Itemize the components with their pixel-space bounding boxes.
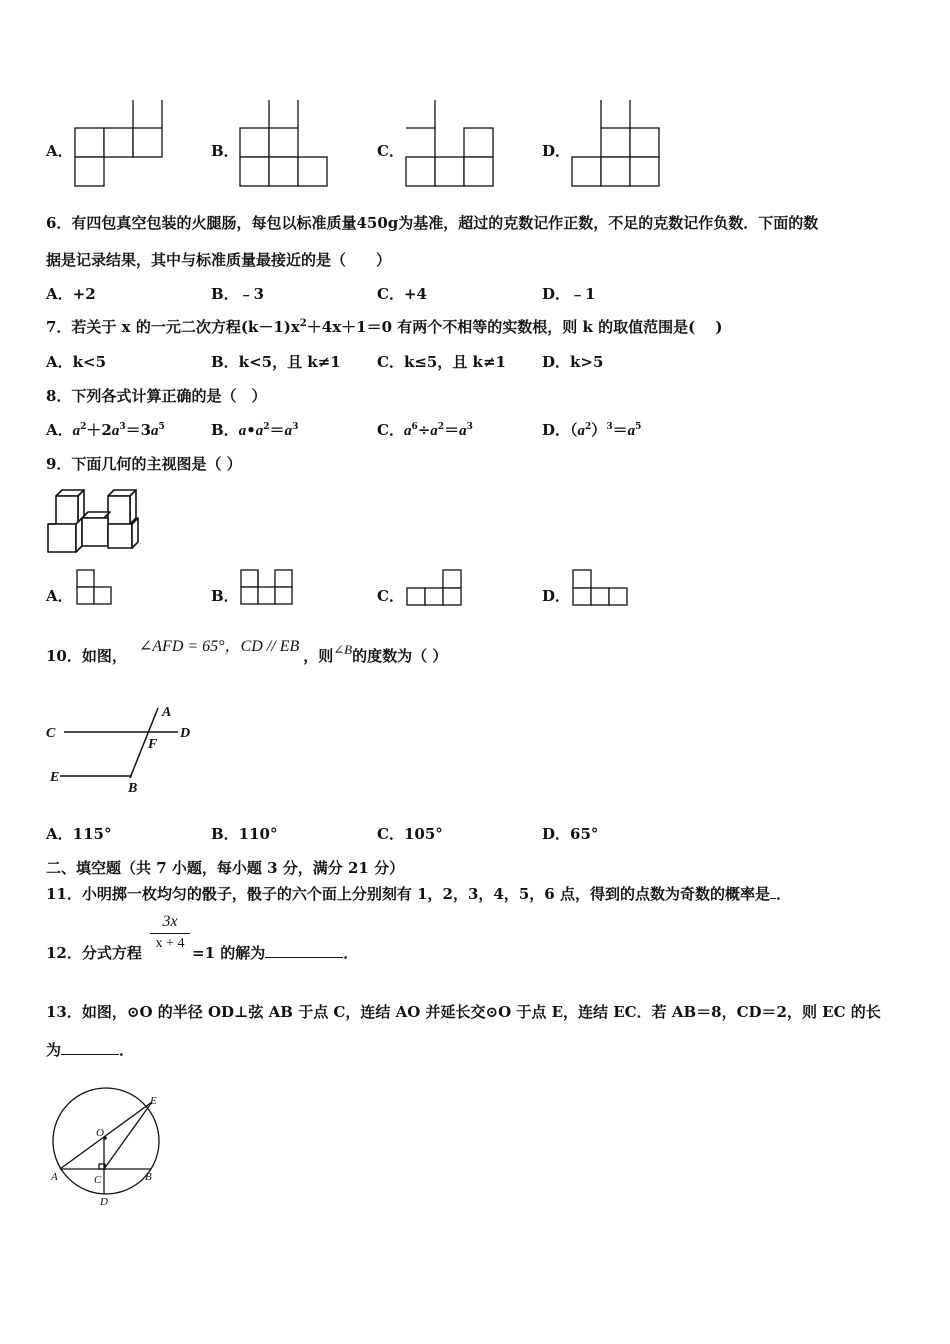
- q12-stem-suffix-wrap: [192, 942, 358, 963]
- q7-option-b[interactable]: B．k<5，且 k≠1: [211, 353, 341, 371]
- q8-c-eq: ＝: [444, 421, 460, 439]
- q8-a-eq: ＝3: [125, 421, 152, 439]
- q8-a-exp2: 3: [119, 422, 126, 432]
- q8-option-b-label: B．: [211, 421, 239, 439]
- q8-c-exp3: 3: [466, 422, 473, 432]
- q10-label-e: E: [50, 770, 60, 785]
- q8-c-exp1: 6: [411, 422, 418, 432]
- q8-option-a-label: A．: [46, 421, 73, 439]
- q10-stem-suffix: 的度数为（ ）: [352, 647, 448, 665]
- q9-option-a-label[interactable]: A．: [46, 587, 73, 605]
- q10-option-d[interactable]: D．65°: [542, 825, 599, 843]
- q10-formula: ∠AFD = 65°，CD // EB: [138, 638, 300, 655]
- q13-label-a: A: [51, 1171, 58, 1183]
- q8-option-c-label: C．: [377, 421, 404, 439]
- q8-d-exp-outer: 3: [606, 422, 613, 432]
- q8-c-base3: a: [459, 423, 467, 439]
- q13-label-o: O: [96, 1127, 104, 1139]
- q7-stem: [46, 316, 723, 337]
- q9-option-d-label[interactable]: D．: [542, 587, 571, 605]
- q8-option-d[interactable]: [542, 419, 641, 440]
- q5-option-b-figure: [239, 100, 331, 190]
- q8-a-exp1: 2: [80, 422, 87, 432]
- q10-stem-prefix: 10．如图，: [46, 647, 127, 665]
- q10-option-a[interactable]: A．115°: [46, 825, 112, 843]
- q5-option-b-label[interactable]: B．: [211, 142, 239, 160]
- q9-option-a-figure: [77, 570, 117, 610]
- q13-answer-blank[interactable]: [61, 1054, 119, 1055]
- q5-option-d-label[interactable]: D．: [542, 142, 571, 160]
- q8-d-close: ）: [591, 421, 607, 439]
- q12-numerator: 3x: [150, 913, 190, 934]
- q8-c-op: ÷: [417, 421, 431, 439]
- q13-stem-line2-end: ．: [119, 1041, 135, 1059]
- q8-a-base3: a: [151, 423, 159, 439]
- q7-option-d[interactable]: D．k>5: [542, 353, 604, 371]
- q6-option-a[interactable]: A．+2: [46, 285, 96, 303]
- q5-option-d-figure: [571, 100, 663, 190]
- q10-option-c[interactable]: C．105°: [377, 825, 443, 843]
- q8-a-base1: a: [72, 423, 81, 439]
- q8-d-eq: ＝: [612, 421, 628, 439]
- q9-solid-figure: [46, 488, 142, 556]
- q6-option-d[interactable]: D．﹣1: [542, 285, 596, 303]
- q8-d-exp1: 2: [585, 422, 592, 432]
- q13-stem-line2: [46, 1039, 134, 1060]
- q5-option-c-figure: [405, 100, 497, 190]
- q8-option-d-label: D．: [542, 421, 571, 439]
- q11-stem-text: 11．小明掷一枚均匀的骰子，骰子的六个面上分别刻有 1，2，3，4，5，6 点，得到的点数为奇数的概率是: [46, 885, 770, 903]
- q10-stem-middle: ，则: [303, 647, 334, 665]
- q6-stem-line1: 6．有四包真空包装的火腿肠，每包以标准质量450g为基准，超过的克数记作正数，不足的克数记作负数．下面的数: [46, 214, 819, 232]
- q12-stem-end: ．: [343, 944, 359, 962]
- q12-stem-suffix: =1 的解为: [192, 944, 266, 962]
- q10-parallel-lines-figure: [46, 700, 206, 800]
- q13-stem-line2-prefix: 为: [46, 1041, 62, 1059]
- q10-label-c: C: [46, 726, 56, 741]
- q8-c-base2: a: [430, 423, 438, 439]
- q8-b-eq: ＝: [269, 421, 285, 439]
- q8-c-base1: a: [403, 423, 412, 439]
- q8-d-base3: a: [627, 423, 636, 439]
- q13-label-b: B: [145, 1171, 152, 1183]
- q8-b-op: •: [246, 421, 256, 439]
- q7-stem-suffix: ＋4x＋1＝0 有两个不相等的实数根，则 k 的取值范围是( ): [306, 318, 723, 336]
- q7-stem-sup: 2: [299, 318, 307, 329]
- q9-option-b-figure: [241, 570, 301, 610]
- q10-stem: [46, 638, 448, 666]
- q9-option-c-label[interactable]: C．: [377, 587, 404, 605]
- q12-fraction: [150, 913, 190, 952]
- q8-d-open: （: [570, 421, 578, 439]
- q6-stem-line2: 据是记录结果，其中与标准质量最接近的是（ ）: [46, 251, 392, 269]
- q11-stem: [46, 883, 791, 904]
- q8-d-base1: a: [577, 423, 586, 439]
- q9-option-c-figure: [407, 570, 467, 610]
- q10-option-b[interactable]: B．110°: [211, 825, 278, 843]
- q13-circle-figure: [46, 1088, 176, 1212]
- q8-b-base3: a: [284, 423, 293, 439]
- q12-denominator: x + 4: [155, 936, 185, 951]
- q7-option-c[interactable]: C．k≤5，且 k≠1: [377, 353, 506, 371]
- q8-d-exp3: 5: [635, 422, 642, 432]
- q8-a-op: ＋2: [86, 421, 112, 439]
- q13-label-d: D: [100, 1196, 108, 1208]
- q11-stem-end: ．: [775, 885, 791, 903]
- q10-label-f: F: [148, 737, 158, 752]
- q8-c-exp2: 2: [437, 422, 445, 432]
- q6-option-b[interactable]: B．﹣3: [211, 285, 265, 303]
- q9-option-d-figure: [573, 570, 633, 610]
- q8-b-base1: a: [238, 423, 247, 439]
- q13-label-c: C: [94, 1174, 102, 1186]
- q6-option-c[interactable]: C．+4: [377, 285, 427, 303]
- q9-stem: 9．下面几何的主视图是（ ）: [46, 455, 242, 473]
- q10-label-a: A: [162, 705, 172, 720]
- q8-stem: 8．下列各式计算正确的是（ ）: [46, 387, 267, 405]
- q10-label-b: B: [128, 781, 138, 796]
- q8-b-exp2: 2: [263, 422, 270, 432]
- q5-option-a-figure: [74, 100, 166, 190]
- section2-title: 二、填空题（共 7 小题，每小题 3 分，满分 21 分）: [46, 859, 405, 877]
- q7-stem-prefix: 7．若关于 x 的一元二次方程(k－1)x: [46, 318, 300, 336]
- q5-option-c-label[interactable]: C．: [377, 142, 404, 160]
- q8-b-exp3: 3: [292, 422, 299, 432]
- q8-a-base2: a: [111, 423, 120, 439]
- q13-label-e: E: [150, 1095, 157, 1107]
- q8-a-exp3: 5: [158, 422, 165, 432]
- q8-option-a[interactable]: [46, 419, 165, 440]
- q9-option-b-label[interactable]: B．: [211, 587, 239, 605]
- q5-option-a-label[interactable]: A．: [46, 142, 73, 160]
- q7-option-a[interactable]: A．k<5: [46, 353, 107, 371]
- q10-angle: ∠B: [333, 642, 353, 657]
- q8-option-c[interactable]: [377, 419, 473, 440]
- q10-label-d: D: [180, 726, 191, 741]
- q8-b-base2: a: [255, 423, 264, 439]
- q12-answer-blank[interactable]: [265, 957, 343, 958]
- q12-stem-prefix: 12．分式方程: [46, 944, 142, 962]
- q8-option-b[interactable]: [211, 419, 298, 440]
- q13-stem-line1: 13．如图，⊙O 的半径 OD⊥弦 AB 于点 C，连结 AO 并延长交⊙O 于点 E，连结 EC．若 AB＝8，CD＝2，则 EC 的长: [46, 1003, 881, 1021]
